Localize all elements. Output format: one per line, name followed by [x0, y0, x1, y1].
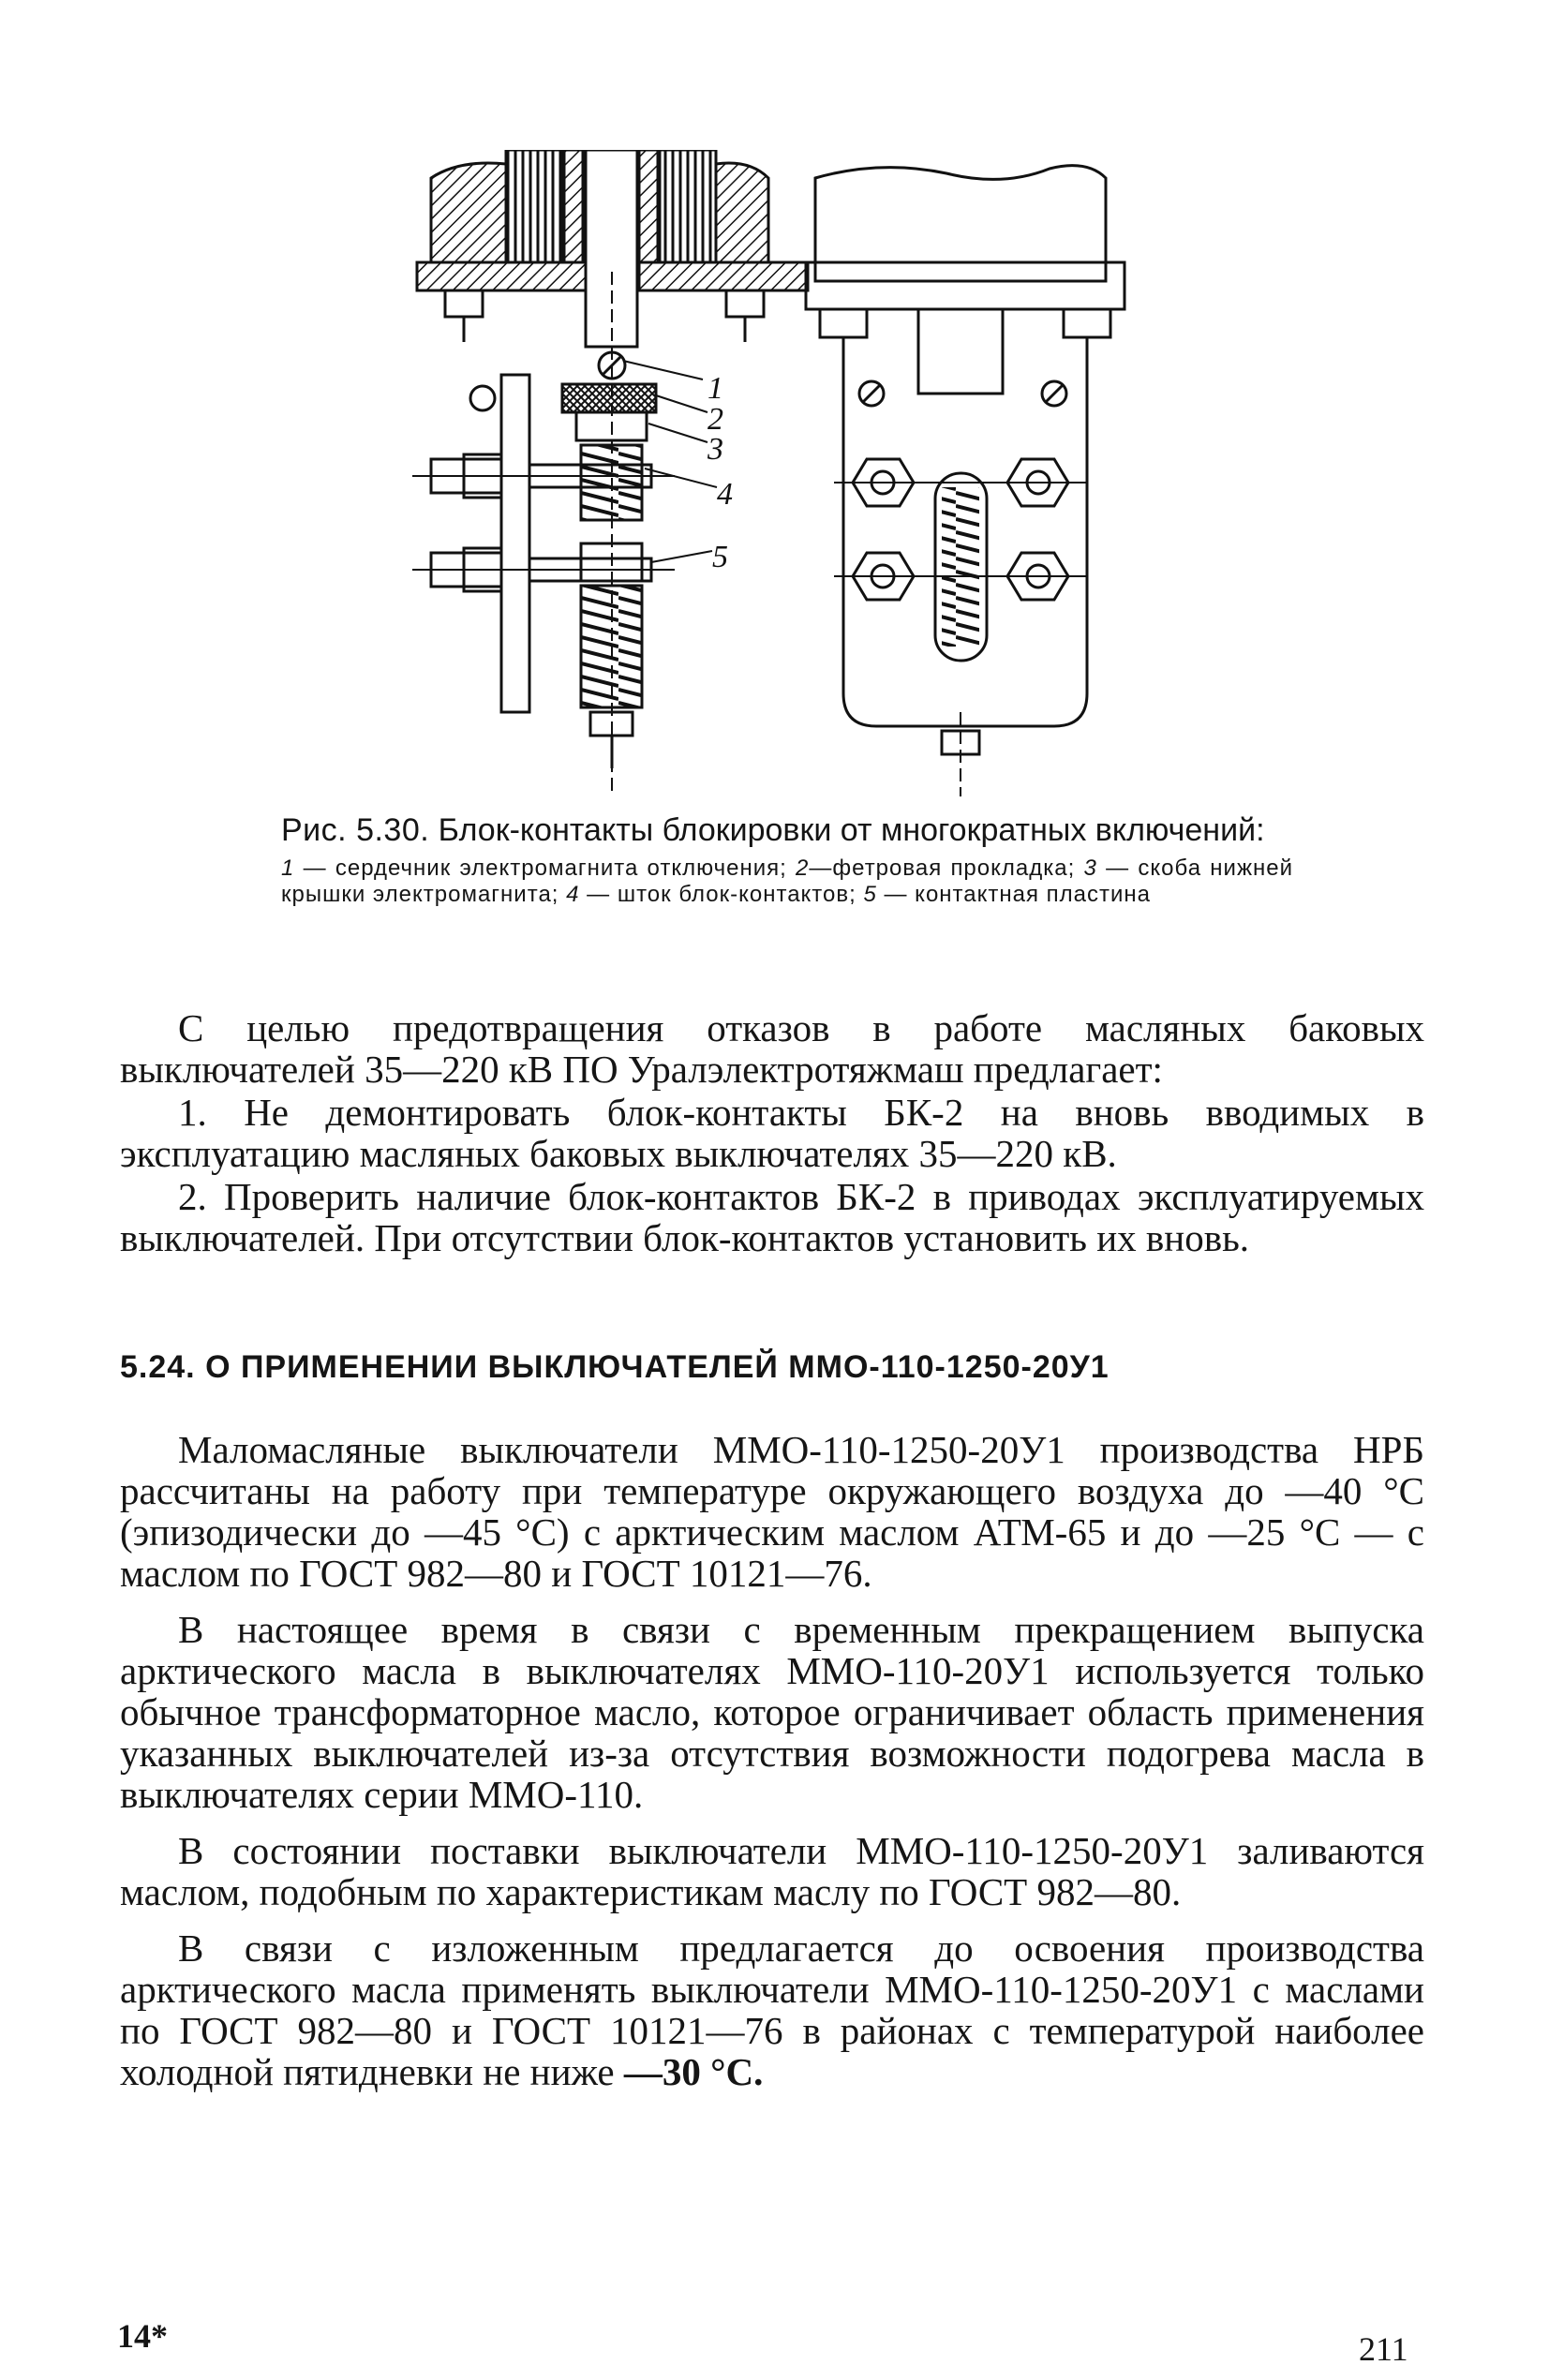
- legend-text-1: — сердечник электромагнита отключения;: [303, 855, 787, 881]
- section-paragraph-4: [120, 1927, 1424, 2092]
- legend-text-4: — шток блок-контактов;: [587, 882, 856, 907]
- legend-text-2: —фетровая прокладка;: [809, 855, 1076, 881]
- technical-drawing: [394, 150, 1199, 796]
- callout-1: 1: [707, 371, 723, 406]
- callout-5: 5: [712, 540, 728, 574]
- legend-num-1: 1: [281, 855, 295, 881]
- section-paragraph-1: Маломасляные выключатели ММО-110-1250-20У1 производства НРБ рассчитаны на работу при температуре окружающего воздуха до —40 °С (эпизодически до —45 °С) с арктическим маслом АТМ-65 и до —25 °С — с маслом по ГОСТ 982—80 и ГОСТ 10121—76.: [120, 1428, 1424, 1595]
- figure-caption: [281, 811, 1293, 908]
- legend-num-3: 3: [1083, 855, 1097, 881]
- intro-paragraph-3: 2. Проверить наличие блок-контактов БК-2 в приводах эксплуатируемых выключателей. При отсутствии блок-контактов установить их вновь.: [120, 1175, 1424, 1259]
- legend-text-5: — контактная пластина: [884, 882, 1151, 907]
- intro-paragraph-2: 1. Не демонтировать блок-контакты БК-2 на вновь вводимых в эксплуатацию масляных баковых выключателях 35—220 кВ.: [120, 1091, 1424, 1175]
- bolts-top-left: [445, 272, 764, 796]
- legend-num-5: 5: [863, 882, 877, 907]
- callout-3: 3: [707, 432, 723, 467]
- caption-title: [281, 811, 1293, 850]
- page-number: 211: [1359, 2330, 1408, 2368]
- legend-text-3: — скоба нижней крышки электромагнита;: [281, 855, 1294, 907]
- front-view-right: [806, 166, 1125, 796]
- signature-mark: 14*: [117, 2317, 168, 2355]
- figure-number: Рис. 5.30.: [281, 812, 430, 848]
- caption-legend: [281, 855, 1293, 908]
- section-heading: 5.24. О ПРИМЕНЕНИИ ВЫКЛЮЧАТЕЛЕЙ ММО-110-1250-20У1: [120, 1349, 1110, 1385]
- section-paragraph-2: В настоящее время в связи с временным прекращением выпуска арктического масла в выключателях ММО-110-20У1 используется только обычное трансформаторное масло, которое ограничивает область применения указанных выключателей из-за отсутствия возможности подогрева масла в выключателях серии ММО-110.: [120, 1608, 1424, 1816]
- intro-paragraph-1: С целью предотвращения отказов в работе масляных баковых выключателей 35—220 кВ ПО Уралэлектротяжмаш предлагает:: [120, 1006, 1424, 1091]
- figure-block-contacts: [394, 150, 1199, 796]
- intro-text: [120, 1007, 1424, 1260]
- contact-plate-assembly: [412, 375, 675, 768]
- callout-4: 4: [717, 477, 733, 512]
- section-paragraph-4-main: В связи с изложенным предлагается до освоения производства арктического масла применять выключатели ММО-110-1250-20У1 с маслами по ГОСТ 982—80 и ГОСТ 10121—76 в районах с температурой наиболее холодной пятидневки не ниже: [120, 1926, 1424, 2093]
- legend-num-2: 2: [796, 855, 810, 881]
- legend-num-4: 4: [566, 882, 580, 907]
- callout-2: 2: [707, 402, 723, 437]
- caption-text: Блок-контакты блокировки от многократных включений:: [438, 812, 1265, 848]
- section-text: [120, 1429, 1424, 2107]
- temperature-limit: —30 °С.: [623, 2050, 764, 2093]
- section-paragraph-3: В состоянии поставки выключатели ММО-110-1250-20У1 заливаются маслом, подобным по характеристикам маслу по ГОСТ 982—80.: [120, 1829, 1424, 1913]
